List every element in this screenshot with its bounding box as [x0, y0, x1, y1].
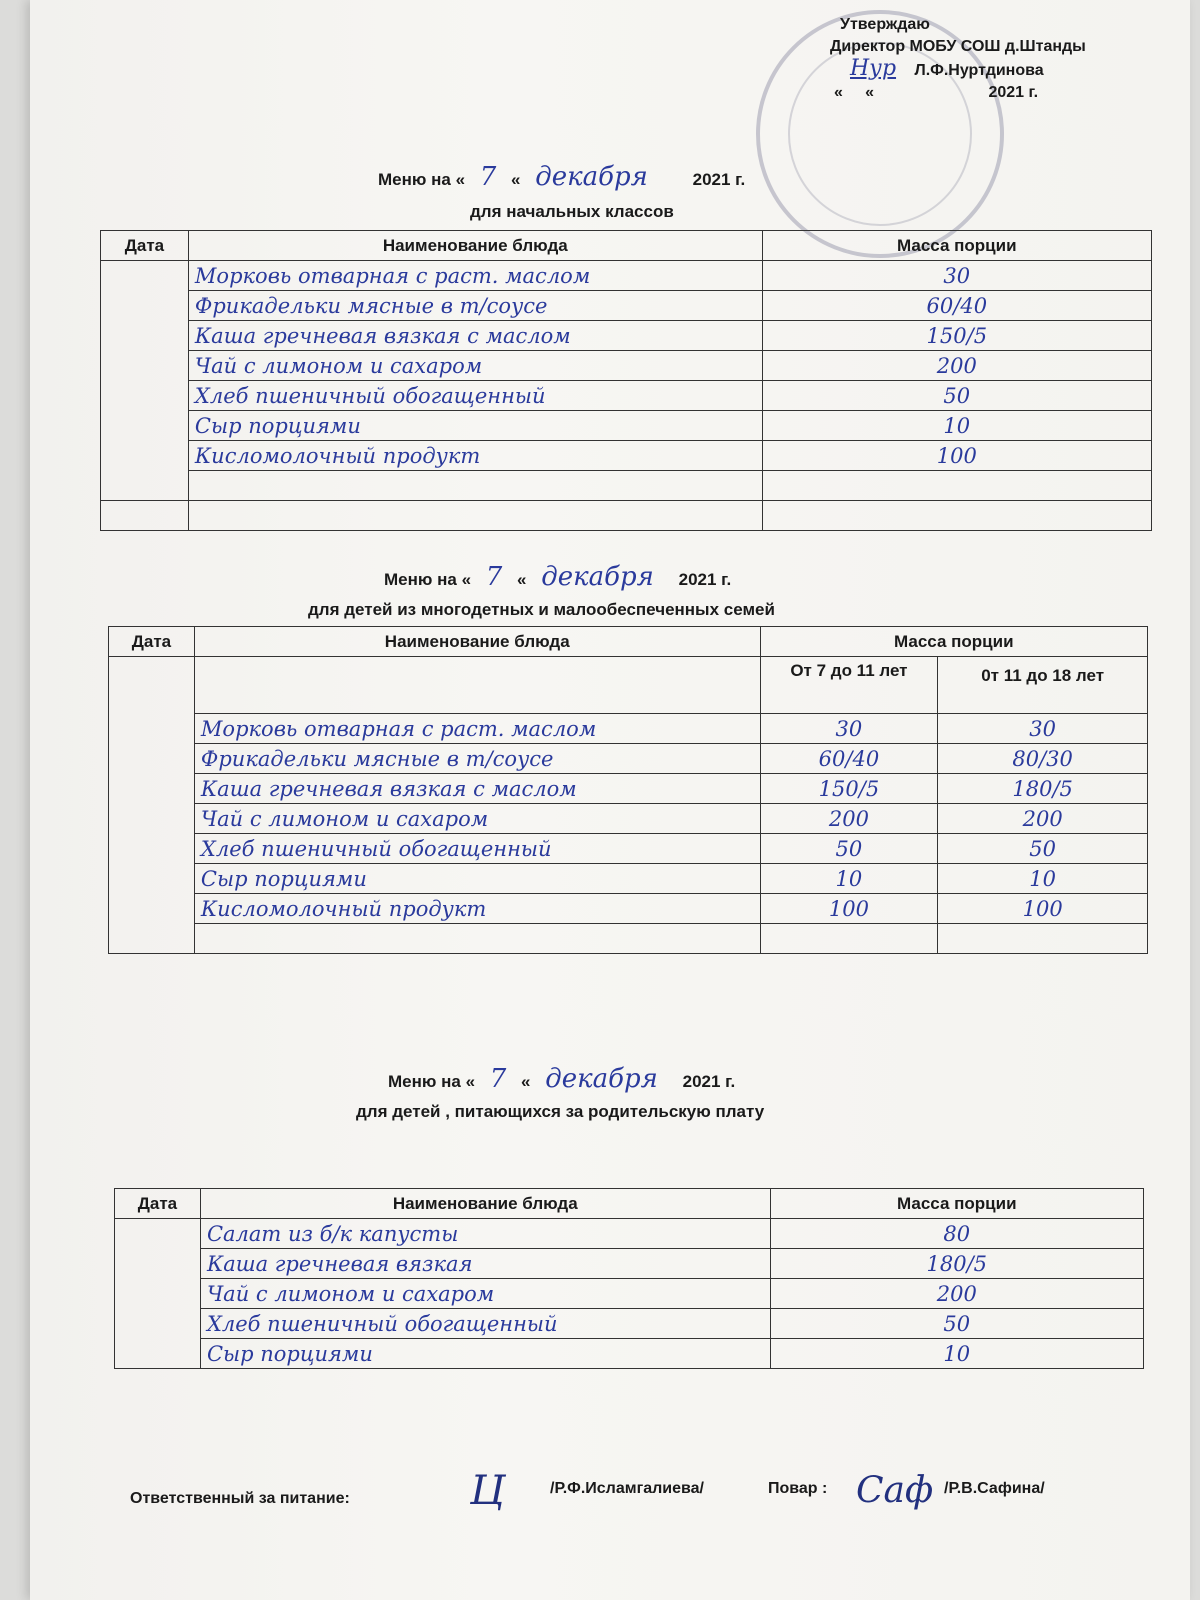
menu2-quote: «	[517, 570, 527, 589]
menu2-mass-young	[760, 924, 938, 954]
approval-line2: Директор МОБУ СОШ д.Штанды	[830, 38, 1086, 55]
approval-block	[830, 14, 1086, 104]
table-row	[101, 261, 1152, 291]
menu2-dish: Каша гречневая вязкая с маслом	[194, 774, 760, 804]
menu2-title-prefix: Меню на «	[384, 570, 472, 589]
menu2-dish: Сыр порциями	[194, 864, 760, 894]
menu2-header-date: Дата	[109, 627, 195, 657]
menu2-header-age1: От 7 до 11 лет	[760, 657, 938, 714]
menu2-mass-old: 10	[938, 864, 1148, 894]
table-row	[101, 291, 1152, 321]
footer-responsible-name: /Р.Ф.Исламгалиева/	[550, 1480, 704, 1497]
menu3-header-dish: Наименование блюда	[200, 1189, 770, 1219]
menu1-header-date: Дата	[101, 231, 189, 261]
menu1-header-dish: Наименование блюда	[188, 231, 762, 261]
menu3-month: декабря	[545, 1064, 658, 1094]
approval-year: 2021 г.	[988, 84, 1039, 101]
menu2-mass-old: 80/30	[938, 744, 1148, 774]
menu1-mass: 30	[762, 261, 1151, 291]
menu3-mass: 200	[770, 1279, 1143, 1309]
menu3-date-cell	[115, 1219, 201, 1369]
menu1-header-mass: Масса порции	[762, 231, 1151, 261]
menu2-header-dish: Наименование блюда	[194, 627, 760, 657]
table-row	[115, 1309, 1144, 1339]
menu1-dish: Морковь отварная с раст. маслом	[188, 261, 762, 291]
table-row	[115, 1279, 1144, 1309]
menu2-mass-young: 10	[760, 864, 938, 894]
approval-line3	[830, 58, 1086, 82]
menu2-mass-young: 60/40	[760, 744, 938, 774]
menu1-mass: 10	[762, 411, 1151, 441]
menu2-mass-old: 50	[938, 834, 1148, 864]
menu3-mass: 80	[770, 1219, 1143, 1249]
menu3-header-row	[115, 1189, 1144, 1219]
table-row	[109, 924, 1148, 954]
menu3-quote: «	[521, 1072, 531, 1091]
menu2-subheader-dish-empty	[194, 657, 760, 714]
menu2-mass-young: 200	[760, 804, 938, 834]
menu2-dish: Хлеб пшеничный обогащенный	[194, 834, 760, 864]
menu2-year: 2021 г.	[678, 570, 732, 589]
menu2-mass-old: 200	[938, 804, 1148, 834]
table-row	[101, 501, 1152, 531]
menu1-date-cell-empty	[101, 501, 189, 531]
menu2-dish	[194, 924, 760, 954]
menu1-quote: «	[511, 170, 521, 189]
cook-signature: Саф	[856, 1470, 934, 1511]
menu1-date-cell	[101, 261, 189, 501]
approval-date-quotes: « «	[834, 84, 875, 101]
table-row	[109, 744, 1148, 774]
menu2-mass-young: 150/5	[760, 774, 938, 804]
menu1-subtitle: для начальных классов	[470, 202, 674, 221]
menu3-mass: 180/5	[770, 1249, 1143, 1279]
menu2-header-mass: Масса порции	[760, 627, 1147, 657]
footer-cook-label: Повар :	[768, 1480, 828, 1497]
menu2-subheader-row	[109, 657, 1148, 714]
menu3-dish: Салат из б/к капусты	[200, 1219, 770, 1249]
table-row	[101, 381, 1152, 411]
menu1-dish: Сыр порциями	[188, 411, 762, 441]
menu3-dish: Каша гречневая вязкая	[200, 1249, 770, 1279]
menu2-mass-old: 30	[938, 714, 1148, 744]
footer-responsible-label: Ответственный за питание:	[130, 1490, 350, 1507]
approval-line1: Утверждаю	[840, 16, 930, 33]
menu2-mass-old: 100	[938, 894, 1148, 924]
menu1-dish: Кисломолочный продукт	[188, 441, 762, 471]
menu1-table	[100, 230, 1152, 531]
menu1-dish: Фрикадельки мясные в т/соусе	[188, 291, 762, 321]
menu1-dish: Каша гречневая вязкая с маслом	[188, 321, 762, 351]
menu1-dish	[188, 501, 762, 531]
table-row	[109, 804, 1148, 834]
menu3-day: 7	[489, 1064, 507, 1094]
menu3-title	[388, 1064, 735, 1094]
menu1-month: декабря	[535, 162, 648, 192]
menu2-table	[108, 626, 1148, 954]
director-name: Л.Ф.Нуртдинова	[914, 62, 1044, 79]
menu1-mass: 100	[762, 441, 1151, 471]
menu1-dish: Чай с лимоном и сахаром	[188, 351, 762, 381]
menu3-table	[114, 1188, 1144, 1369]
menu2-mass-old	[938, 924, 1148, 954]
menu3-mass: 50	[770, 1309, 1143, 1339]
menu1-year: 2021 г.	[692, 170, 746, 189]
table-row	[115, 1219, 1144, 1249]
menu2-dish: Морковь отварная с раст. маслом	[194, 714, 760, 744]
menu3-dish: Сыр порциями	[200, 1339, 770, 1369]
menu2-dish: Чай с лимоном и сахаром	[194, 804, 760, 834]
menu2-dish: Фрикадельки мясные в т/соусе	[194, 744, 760, 774]
menu1-header-row	[101, 231, 1152, 261]
menu1-mass: 200	[762, 351, 1151, 381]
director-signature: Нур	[850, 56, 897, 81]
table-row	[109, 834, 1148, 864]
document-page	[30, 0, 1190, 1600]
menu3-header-date: Дата	[115, 1189, 201, 1219]
menu1-mass	[762, 501, 1151, 531]
table-row	[101, 441, 1152, 471]
approval-line4	[830, 82, 1086, 104]
menu1-mass	[762, 471, 1151, 501]
menu2-dish: Кисломолочный продукт	[194, 894, 760, 924]
menu1-mass: 50	[762, 381, 1151, 411]
menu1-mass: 60/40	[762, 291, 1151, 321]
menu2-date-cell	[109, 657, 195, 954]
menu2-mass-young: 100	[760, 894, 938, 924]
menu3-year: 2021 г.	[682, 1072, 736, 1091]
menu3-dish: Чай с лимоном и сахаром	[200, 1279, 770, 1309]
menu1-title	[378, 162, 745, 192]
table-row	[101, 321, 1152, 351]
menu2-mass-young: 50	[760, 834, 938, 864]
menu2-month: декабря	[541, 562, 654, 592]
menu3-title-prefix: Меню на «	[388, 1072, 476, 1091]
menu3-subtitle: для детей , питающихся за родительскую плату	[356, 1102, 765, 1121]
menu2-title	[384, 562, 731, 592]
menu1-mass: 150/5	[762, 321, 1151, 351]
menu3-mass: 10	[770, 1339, 1143, 1369]
menu2-day: 7	[485, 562, 503, 592]
table-row	[109, 864, 1148, 894]
table-row	[115, 1339, 1144, 1369]
menu1-title-prefix: Меню на «	[378, 170, 466, 189]
table-row	[101, 471, 1152, 501]
menu3-dish: Хлеб пшеничный обогащенный	[200, 1309, 770, 1339]
menu1-dish: Хлеб пшеничный обогащенный	[188, 381, 762, 411]
table-row	[109, 714, 1148, 744]
table-row	[101, 411, 1152, 441]
table-row	[109, 894, 1148, 924]
menu2-header-age2: 0т 11 до 18 лет	[938, 657, 1148, 714]
menu2-mass-old: 180/5	[938, 774, 1148, 804]
menu3-header-mass: Масса порции	[770, 1189, 1143, 1219]
table-row	[101, 351, 1152, 381]
responsible-signature: Ц	[470, 1468, 505, 1514]
table-row	[109, 774, 1148, 804]
menu2-subtitle: для детей из многодетных и малообеспеченных семей	[308, 600, 775, 619]
menu1-dish	[188, 471, 762, 501]
menu2-header-row	[109, 627, 1148, 657]
menu1-day: 7	[479, 162, 497, 192]
footer-cook-name: /Р.В.Сафина/	[944, 1480, 1045, 1497]
table-row	[115, 1249, 1144, 1279]
menu2-mass-young: 30	[760, 714, 938, 744]
